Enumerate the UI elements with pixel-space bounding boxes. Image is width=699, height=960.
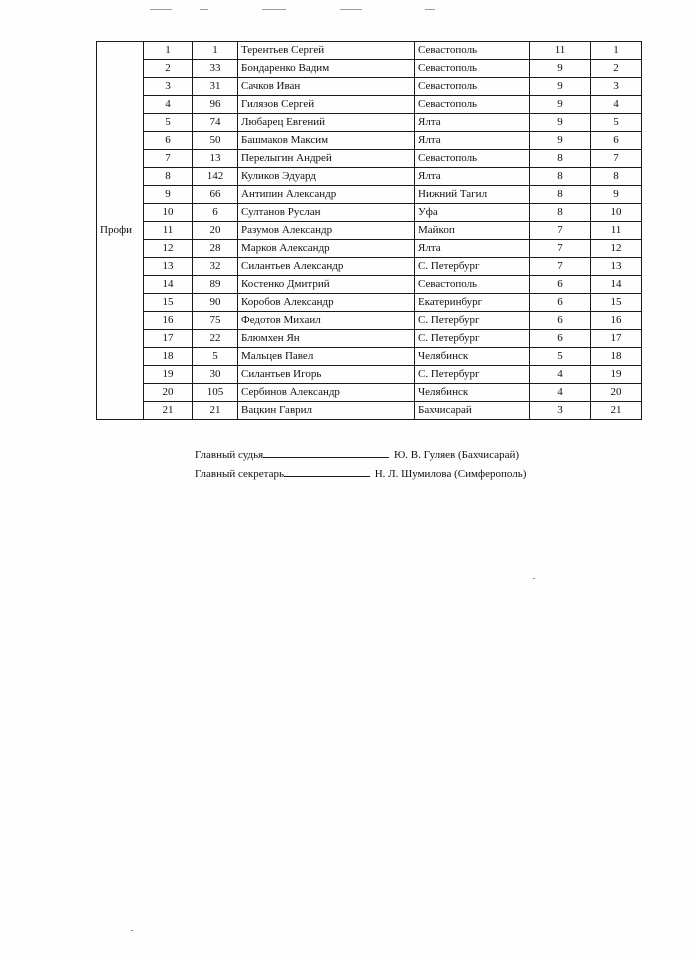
place-cell: 11: [144, 222, 193, 240]
place-cell: 13: [144, 258, 193, 276]
table-row: [97, 312, 642, 330]
place-cell: 16: [144, 312, 193, 330]
number-cell: 96: [193, 96, 238, 114]
name-cell: Любарец Евгений: [238, 114, 415, 132]
number-cell: 90: [193, 294, 238, 312]
place-cell: 4: [144, 96, 193, 114]
place-cell: 3: [144, 78, 193, 96]
city-cell: Ялта: [415, 114, 530, 132]
chief-secretary-line: [195, 464, 526, 484]
city-cell: Челябинск: [415, 384, 530, 402]
name-cell: Силантьев Игорь: [238, 366, 415, 384]
results-table-body: [97, 42, 642, 420]
number-cell: 13: [193, 150, 238, 168]
city-cell: Челябинск: [415, 348, 530, 366]
name-cell: Блюмхен Ян: [238, 330, 415, 348]
city-cell: Севастополь: [415, 60, 530, 78]
table-row: [97, 96, 642, 114]
city-cell: Майкоп: [415, 222, 530, 240]
chief-secretary-title: Главный секретарь: [195, 468, 284, 480]
name-cell: Марков Александр: [238, 240, 415, 258]
points-cell: 5: [530, 348, 591, 366]
points-cell: 6: [530, 312, 591, 330]
rank-cell: 11: [591, 222, 642, 240]
points-cell: 8: [530, 204, 591, 222]
table-row: [97, 204, 642, 222]
number-cell: 5: [193, 348, 238, 366]
scan-artifact: [425, 9, 435, 10]
rank-cell: 19: [591, 366, 642, 384]
table-row: [97, 330, 642, 348]
points-cell: 4: [530, 366, 591, 384]
city-cell: С. Петербург: [415, 330, 530, 348]
chief-judge-name: Ю. В. Гуляев (Бахчисарай): [393, 449, 520, 461]
number-cell: 1: [193, 42, 238, 60]
place-cell: 9: [144, 186, 193, 204]
name-cell: Перелыгин Андрей: [238, 150, 415, 168]
number-cell: 105: [193, 384, 238, 402]
table-row: [97, 222, 642, 240]
city-cell: Севастополь: [415, 276, 530, 294]
chief-judge-title: Главный судья: [195, 449, 264, 461]
table-row: [97, 240, 642, 258]
points-cell: 8: [530, 186, 591, 204]
points-cell: 11: [530, 42, 591, 60]
number-cell: 21: [193, 402, 238, 420]
rank-cell: 6: [591, 132, 642, 150]
name-cell: Терентьев Сергей: [238, 42, 415, 60]
number-cell: 142: [193, 168, 238, 186]
number-cell: 89: [193, 276, 238, 294]
place-cell: 5: [144, 114, 193, 132]
points-cell: 4: [530, 384, 591, 402]
scan-speck: [131, 930, 133, 931]
points-cell: 7: [530, 258, 591, 276]
number-cell: 75: [193, 312, 238, 330]
place-cell: 18: [144, 348, 193, 366]
name-cell: Сачков Иван: [238, 78, 415, 96]
number-cell: 22: [193, 330, 238, 348]
table-row: [97, 150, 642, 168]
name-cell: Куликов Эдуард: [238, 168, 415, 186]
rank-cell: 10: [591, 204, 642, 222]
table-row: [97, 132, 642, 150]
table-row: [97, 186, 642, 204]
name-cell: Костенко Дмитрий: [238, 276, 415, 294]
rank-cell: 3: [591, 78, 642, 96]
city-cell: Бахчисарай: [415, 402, 530, 420]
points-cell: 9: [530, 60, 591, 78]
points-cell: 7: [530, 222, 591, 240]
city-cell: Севастополь: [415, 78, 530, 96]
name-cell: Вацкин Гаврил: [238, 402, 415, 420]
city-cell: С. Петербург: [415, 312, 530, 330]
number-cell: 33: [193, 60, 238, 78]
rank-cell: 15: [591, 294, 642, 312]
chief-secretary-name: Н. Л. Шумилова (Симферополь): [374, 468, 527, 480]
place-cell: 15: [144, 294, 193, 312]
points-cell: 7: [530, 240, 591, 258]
name-cell: Мальцев Павел: [238, 348, 415, 366]
table-row: [97, 384, 642, 402]
place-cell: 19: [144, 366, 193, 384]
table-row: [97, 276, 642, 294]
place-cell: 1: [144, 42, 193, 60]
name-cell: Антипин Александр: [238, 186, 415, 204]
name-cell: Федотов Михаил: [238, 312, 415, 330]
results-table: [96, 41, 642, 420]
rank-cell: 9: [591, 186, 642, 204]
name-cell: Башмаков Максим: [238, 132, 415, 150]
chief-judge-line: [195, 445, 519, 465]
points-cell: 8: [530, 168, 591, 186]
rank-cell: 17: [591, 330, 642, 348]
city-cell: Уфа: [415, 204, 530, 222]
table-row: [97, 42, 642, 60]
city-cell: Ялта: [415, 168, 530, 186]
rank-cell: 12: [591, 240, 642, 258]
table-row: [97, 114, 642, 132]
points-cell: 9: [530, 114, 591, 132]
scan-artifact: [262, 9, 286, 10]
rank-cell: 13: [591, 258, 642, 276]
table-row: [97, 294, 642, 312]
rank-cell: 2: [591, 60, 642, 78]
number-cell: 6: [193, 204, 238, 222]
place-cell: 20: [144, 384, 193, 402]
table-row: [97, 78, 642, 96]
chief-judge-signature-blank: [263, 446, 389, 458]
number-cell: 30: [193, 366, 238, 384]
number-cell: 32: [193, 258, 238, 276]
rank-cell: 18: [591, 348, 642, 366]
place-cell: 8: [144, 168, 193, 186]
number-cell: 28: [193, 240, 238, 258]
points-cell: 3: [530, 402, 591, 420]
city-cell: С. Петербург: [415, 258, 530, 276]
place-cell: 14: [144, 276, 193, 294]
scan-speck: [533, 578, 535, 579]
place-cell: 17: [144, 330, 193, 348]
city-cell: Ялта: [415, 132, 530, 150]
table-row: [97, 348, 642, 366]
points-cell: 6: [530, 330, 591, 348]
rank-cell: 4: [591, 96, 642, 114]
points-cell: 9: [530, 96, 591, 114]
place-cell: 12: [144, 240, 193, 258]
points-cell: 8: [530, 150, 591, 168]
city-cell: Севастополь: [415, 150, 530, 168]
rank-cell: 16: [591, 312, 642, 330]
rank-cell: 7: [591, 150, 642, 168]
name-cell: Султанов Руслан: [238, 204, 415, 222]
name-cell: Коробов Александр: [238, 294, 415, 312]
scan-artifact: [150, 9, 172, 10]
name-cell: Разумов Александр: [238, 222, 415, 240]
place-cell: 2: [144, 60, 193, 78]
city-cell: Севастополь: [415, 42, 530, 60]
table-row: [97, 60, 642, 78]
city-cell: Ялта: [415, 240, 530, 258]
points-cell: 6: [530, 276, 591, 294]
rank-cell: 1: [591, 42, 642, 60]
place-cell: 21: [144, 402, 193, 420]
name-cell: Сербинов Александр: [238, 384, 415, 402]
name-cell: Гилязов Сергей: [238, 96, 415, 114]
scan-artifact: [200, 9, 208, 10]
city-cell: Екатеринбург: [415, 294, 530, 312]
category-cell: Профи: [97, 42, 144, 420]
name-cell: Бондаренко Вадим: [238, 60, 415, 78]
number-cell: 50: [193, 132, 238, 150]
place-cell: 10: [144, 204, 193, 222]
number-cell: 31: [193, 78, 238, 96]
table-row: [97, 402, 642, 420]
number-cell: 66: [193, 186, 238, 204]
table-row: [97, 168, 642, 186]
place-cell: 7: [144, 150, 193, 168]
rank-cell: 14: [591, 276, 642, 294]
scan-artifact: [340, 9, 362, 10]
city-cell: Нижний Тагил: [415, 186, 530, 204]
place-cell: 6: [144, 132, 193, 150]
chief-secretary-signature-blank: [284, 465, 370, 477]
rank-cell: 20: [591, 384, 642, 402]
rank-cell: 8: [591, 168, 642, 186]
number-cell: 74: [193, 114, 238, 132]
points-cell: 6: [530, 294, 591, 312]
number-cell: 20: [193, 222, 238, 240]
city-cell: С. Петербург: [415, 366, 530, 384]
table-row: [97, 366, 642, 384]
points-cell: 9: [530, 132, 591, 150]
city-cell: Севастополь: [415, 96, 530, 114]
table-row: [97, 258, 642, 276]
rank-cell: 5: [591, 114, 642, 132]
points-cell: 9: [530, 78, 591, 96]
name-cell: Силантьев Александр: [238, 258, 415, 276]
rank-cell: 21: [591, 402, 642, 420]
